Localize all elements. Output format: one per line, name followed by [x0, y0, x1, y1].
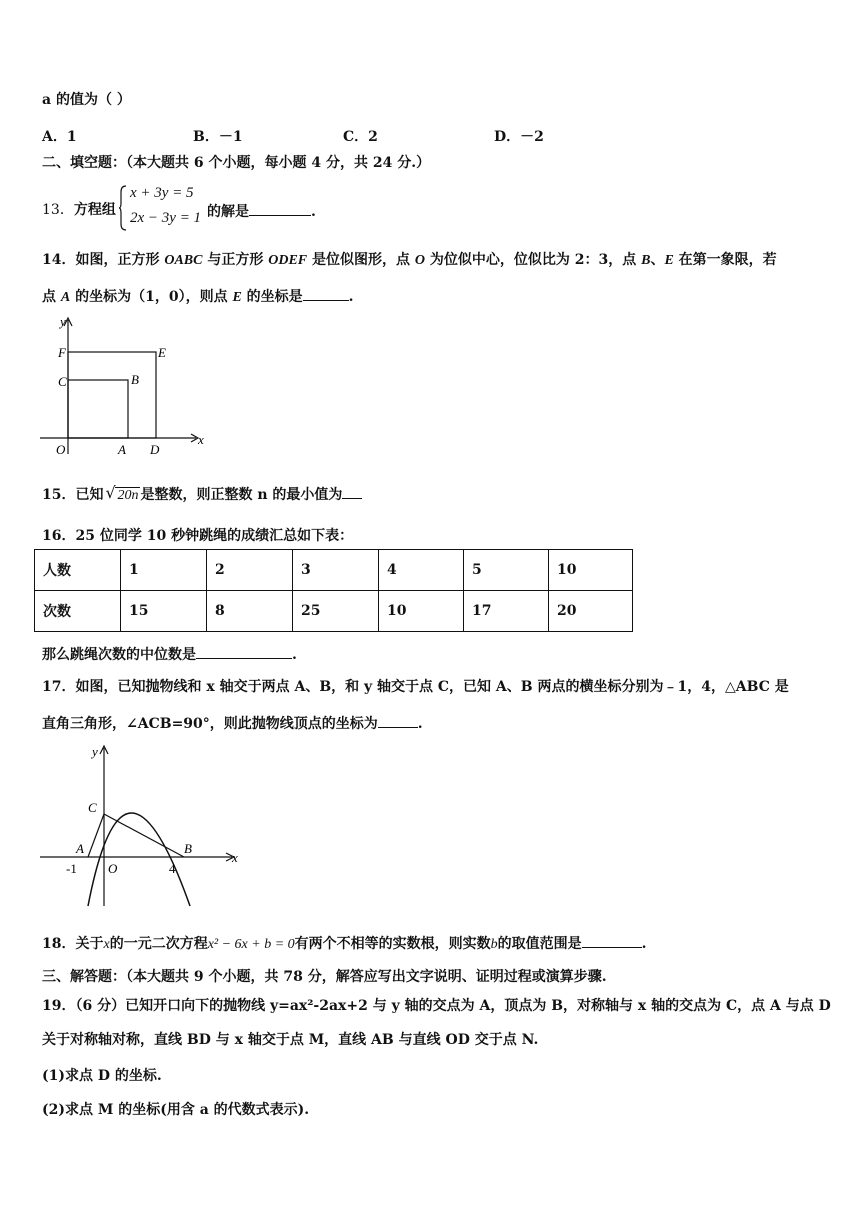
q14-figure	[36, 312, 216, 460]
label-x: x	[198, 432, 204, 447]
parabola	[88, 813, 190, 906]
label-four: 4	[169, 861, 176, 876]
label-b: B	[184, 841, 192, 856]
table-cell: 25	[293, 591, 379, 632]
label-b: B	[131, 372, 139, 387]
radical: √ 20n	[105, 483, 139, 503]
label-y: y	[60, 314, 66, 329]
q14-line-1: 14．如图，正方形 OABC 与正方形 ODEF 是位似图形，点 O 为位似中心，位似比为 2：3，点 B、E 在第一象限，若	[42, 252, 777, 268]
label-c: C	[88, 800, 97, 815]
scores-table	[34, 549, 633, 632]
q12-stem-tail: a 的值为（ ）	[42, 92, 131, 108]
q13-answer-blank[interactable]	[249, 201, 311, 216]
table-cell: 20	[549, 591, 633, 632]
table-cell: 15	[121, 591, 207, 632]
q19-sub-1: (1)求点 D 的坐标.	[42, 1068, 162, 1084]
table-cell: 3	[293, 550, 379, 591]
choice-b: B．－1	[193, 129, 243, 145]
q14-line-2: 点 A 的坐标为（1，0），则点 E 的坐标是 .	[42, 286, 354, 307]
table-cell: 4	[379, 550, 464, 591]
q16-stem: 16．25 位同学 10 秒钟跳绳的成绩汇总如下表：	[42, 528, 354, 544]
q16-question: 那么跳绳次数的中位数是 .	[42, 644, 297, 664]
label-o: O	[108, 861, 118, 876]
square-oabc	[68, 380, 128, 438]
q17-figure	[36, 740, 246, 908]
table-cell: 人数	[35, 550, 121, 591]
q17-line-2: 直角三角形，∠ACB=90°，则此抛物线顶点的坐标为 .	[42, 713, 423, 733]
table-cell: 17	[464, 591, 549, 632]
q17-line-1: 17．如图，已知抛物线和 x 轴交于两点 A、B，和 y 轴交于点 C，已知 A、B 两点的横坐标分别为﹣1，4，△ABC 是	[42, 679, 789, 695]
table-row	[35, 591, 633, 632]
choice-a: A．1	[42, 129, 77, 145]
table-row	[35, 550, 633, 591]
label-c: C	[58, 374, 67, 389]
label-a: A	[118, 442, 126, 457]
q17-answer-blank[interactable]	[378, 713, 418, 728]
table-cell: 1	[121, 550, 207, 591]
q13-equation-1: x + 3y = 5	[130, 185, 194, 201]
q19-sub-2: (2)求点 M 的坐标(用含 a 的代数式表示).	[42, 1102, 310, 1118]
q16-answer-blank[interactable]	[196, 644, 292, 659]
label-e: E	[158, 345, 166, 360]
square-odef	[68, 352, 156, 438]
q13-equation-2: 2x − 3y = 1	[130, 210, 202, 226]
choice-d: D．－2	[494, 129, 544, 145]
q15-line: 15．已知 √ 20n 是整数，则正整数 n 的最小值为	[42, 484, 362, 505]
q15-answer-blank[interactable]	[342, 484, 362, 499]
label-x: x	[232, 850, 238, 865]
label-minus-one: -1	[66, 861, 77, 876]
q19-line-1: 19．（6 分）已知开口向下的抛物线 y=ax²-2ax+2 与 y 轴的交点为 A，顶点为 B，对称轴与 x 轴的交点为 C，点 A 与点 D	[42, 998, 831, 1014]
table-cell: 10	[549, 550, 633, 591]
table-cell: 次数	[35, 591, 121, 632]
radical-sign-icon: √	[105, 483, 116, 502]
q14-answer-blank[interactable]	[303, 286, 349, 301]
label-a: A	[76, 841, 84, 856]
q13-number: 13．方程组	[42, 202, 116, 218]
section-3-heading: 三、解答题：（本大题共 9 个小题，共 78 分，解答应写出文字说明、证明过程或演算步骤.	[42, 969, 607, 985]
segment-cb	[104, 814, 184, 857]
choice-c: C．2	[343, 129, 378, 145]
q19-line-2: 关于对称轴对称，直线 BD 与 x 轴交于点 M，直线 AB 与直线 OD 交于点 N.	[42, 1032, 539, 1048]
label-y: y	[92, 744, 98, 759]
brace-icon	[118, 184, 128, 232]
table-cell: 5	[464, 550, 549, 591]
q13-tail: 的解是 .	[207, 201, 316, 221]
q18-answer-blank[interactable]	[582, 933, 642, 948]
q18-line: 18．关于x的一元二次方程x² − 6x + b = 0有两个不相等的实数根，则实数b的取值范围是 .	[42, 933, 647, 954]
table-cell: 8	[207, 591, 293, 632]
label-d: D	[150, 442, 160, 457]
section-2-heading: 二、填空题：（本大题共 6 个小题，每小题 4 分，共 24 分.）	[42, 155, 431, 171]
label-f: F	[58, 345, 66, 360]
table-cell: 2	[207, 550, 293, 591]
label-o: O	[56, 442, 66, 457]
table-cell: 10	[379, 591, 464, 632]
